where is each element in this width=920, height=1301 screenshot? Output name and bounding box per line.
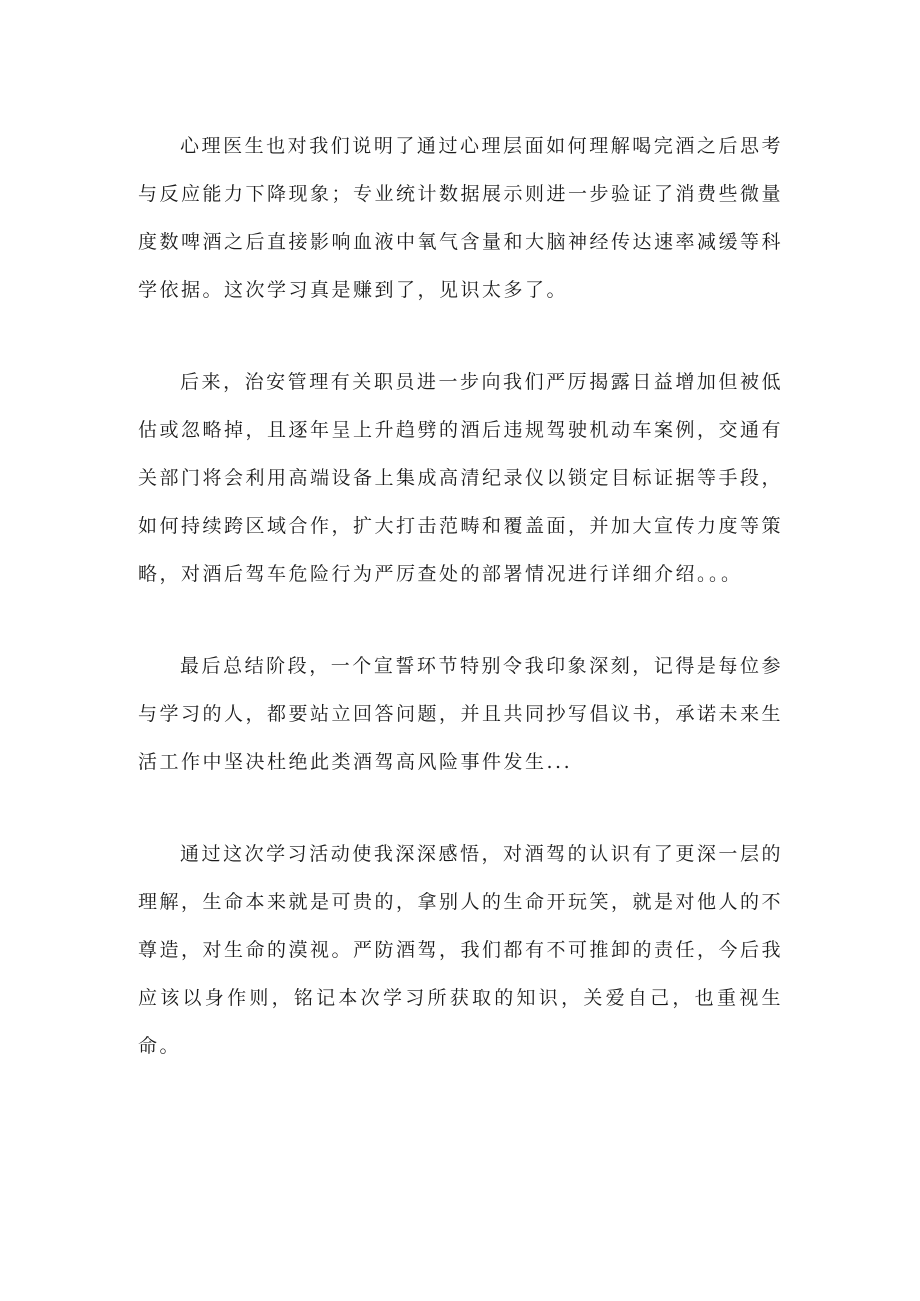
paragraph-4: 通过这次学习活动使我深深感悟，对酒驾的认识有了更深一层的理解，生命本来就是可贵的，拿别人的生命开玩笑，就是对他人的不尊造，对生命的漠视。严防酒驾，我们都有不可推卸的责任，今后我应该以身作则，铭记本次学习所获取的知识，关爱自己，也重视生命。 — [138, 843, 784, 1057]
paragraph-1: 心理医生也对我们说明了通过心理层面如何理解喝完酒之后思考与反应能力下降现象；专业统计数据展示则进一步验证了消费些微量度数啤酒之后直接影响血液中氧气含量和大脑神经传达速率减缓等科学依据。这次学习真是赚到了，见识太多了。 — [138, 135, 784, 301]
paragraph-3: 最后总结阶段，一个宣誓环节特别令我印象深刻，记得是每位参与学习的人，都要站立回答问题，并且共同抄写倡议书，承诺未来生活工作中坚决杜绝此类酒驾高风险事件发生... — [138, 655, 784, 773]
paragraph-2: 后来，治安管理有关职员进一步向我们严厉揭露日益增加但被低估或忽略掉，且逐年呈上升趋劈的酒后违规驾驶机动车案例，交通有关部门将会利用高端设备上集成高清纪录仪以锁定目标证据等手段，如何持续跨区域合作，扩大打击范畴和覆盖面，并加大宣传力度等策略，对酒后驾车危险行为严厉查处的部署情况进行详细介绍。。。 — [138, 371, 784, 585]
document-body — [138, 122, 783, 1114]
